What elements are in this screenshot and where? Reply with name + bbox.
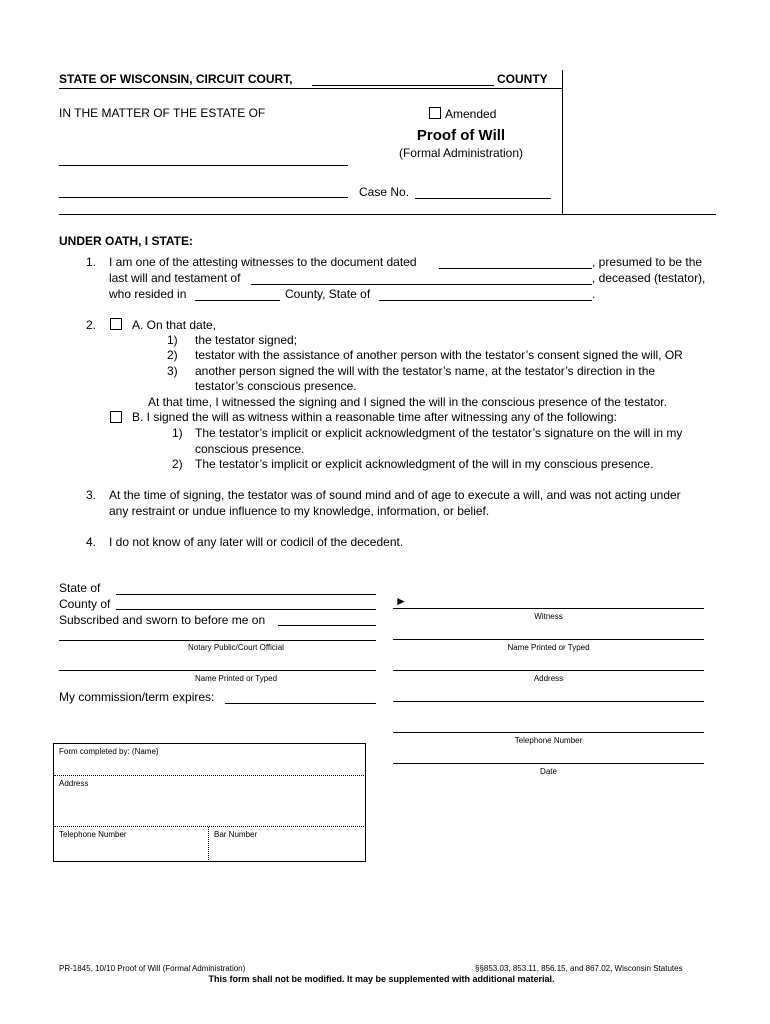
testator-name-field[interactable]: [251, 284, 592, 285]
a2-text: testator with the assistance of another person with the testator’s consent signed the will, OR: [195, 348, 683, 362]
header-bottom-rule: [59, 214, 716, 215]
item1-period: .: [592, 287, 596, 301]
notary-county-field[interactable]: [116, 609, 376, 610]
completed-by-box: [53, 743, 366, 862]
estate-name-field-1[interactable]: [59, 165, 348, 166]
item1-county-state-text: County, State of: [285, 287, 371, 301]
box-address-label: Address: [59, 779, 89, 788]
option-b-label: B. I signed the will as witness within a reasonable time after witnessing any of the following:: [132, 410, 617, 424]
option-b-checkbox[interactable]: [110, 411, 122, 423]
witness-label: Witness: [534, 612, 563, 621]
state-of-label: State of: [59, 581, 101, 595]
form-id: PR-1845, 10/10 Proof of Will (Formal Administration): [59, 964, 246, 973]
form-title: Proof of Will: [416, 127, 506, 144]
box-bar-number-label: Bar Number: [214, 830, 258, 839]
item2-number: 2.: [86, 318, 97, 332]
b2-text: The testator’s implicit or explicit acknowledgment of the will in my conscious presence.: [195, 457, 654, 471]
item1-line2-text: last will and testament of: [109, 271, 241, 285]
amended-checkbox[interactable]: [429, 107, 441, 119]
box-address-field[interactable]: [54, 826, 364, 827]
a3-number: 3): [167, 364, 178, 378]
commission-label: My commission/term expires:: [59, 690, 215, 704]
notary-name-label: Name Printed or Typed: [194, 674, 278, 683]
court-label: STATE OF WISCONSIN, CIRCUIT COURT,: [59, 72, 293, 86]
witness-name-label: Name Printed or Typed: [507, 643, 590, 652]
notary-official-label: Notary Public/Court Official: [188, 643, 284, 652]
b1-text-line1: The testator’s implicit or explicit acknowledgment of the testator’s signature on the will in my: [195, 426, 683, 440]
completed-by-label: Form completed by: (Name): [59, 747, 159, 756]
witness-name-field[interactable]: [393, 639, 704, 640]
county-field[interactable]: [312, 85, 494, 86]
county-label: COUNTY: [497, 72, 548, 86]
item1-line2-suffix: , deceased (testator),: [592, 271, 706, 285]
item3-line2: any restraint or undue influence to my knowledge, information, or belief.: [109, 504, 490, 518]
option-a-label: A. On that date,: [132, 318, 217, 332]
form-subtitle: (Formal Administration): [398, 146, 524, 160]
witness-address-field[interactable]: [393, 670, 704, 671]
header-divider: [562, 70, 563, 215]
b1-number: 1): [172, 426, 183, 440]
sworn-date-field[interactable]: [278, 625, 376, 626]
item3-line1: At the time of signing, the testator was of sound mind and of age to execute a will, and was not acting under: [109, 488, 681, 502]
completed-by-name-field[interactable]: [54, 775, 364, 776]
case-no-label: Case No.: [359, 185, 410, 199]
witness-telephone-label: Telephone Number: [514, 736, 583, 745]
modification-notice: This form shall not be modified. It may be supplemented with additional material.: [208, 974, 555, 984]
a1-number: 1): [167, 333, 178, 347]
item3-number: 3.: [86, 488, 97, 502]
a1-text: the testator signed;: [195, 333, 298, 347]
witness-date-label: Date: [540, 767, 557, 776]
box-divider: [208, 827, 209, 860]
witness-signature-field[interactable]: [393, 608, 704, 609]
document-date-field[interactable]: [439, 268, 592, 269]
option-a-statement: At that time, I witnessed the signing and I signed the will in the conscious presence of the testator.: [148, 395, 667, 409]
witness-address-label: Address: [533, 674, 564, 683]
amended-label: Amended: [445, 107, 497, 121]
item4-text: I do not know of any later will or codicil of the decedent.: [109, 535, 404, 549]
estate-label: IN THE MATTER OF THE ESTATE OF: [59, 106, 266, 120]
a3-text-line1: another person signed the will with the testator’s name, at the testator’s direction in the: [195, 364, 656, 378]
county-of-label: County of: [59, 597, 111, 611]
box-telephone-label: Telephone Number: [59, 830, 127, 839]
item1-line1-suffix: , presumed to be the: [592, 255, 703, 269]
resided-county-field[interactable]: [195, 300, 280, 301]
resided-state-field[interactable]: [379, 300, 592, 301]
notary-state-field[interactable]: [116, 594, 376, 595]
commission-expiry-field[interactable]: [225, 703, 376, 704]
a2-number: 2): [167, 348, 178, 362]
witness-date-field[interactable]: [393, 763, 704, 764]
a3-text-line2: testator’s conscious presence.: [195, 379, 357, 393]
witness-address-field-2[interactable]: [393, 701, 704, 702]
witness-telephone-field[interactable]: [393, 732, 704, 733]
notary-signature-field[interactable]: [59, 640, 376, 641]
oath-heading: UNDER OATH, I STATE:: [59, 234, 193, 248]
estate-name-field-2[interactable]: [59, 197, 348, 198]
case-no-field[interactable]: [415, 198, 551, 199]
item1-number: 1.: [86, 255, 97, 269]
b1-text-line2: conscious presence.: [195, 442, 305, 456]
b2-number: 2): [172, 457, 183, 471]
statutes-reference: §§853.03, 853.11, 856.15, and 867.02, Wisconsin Statutes: [475, 964, 683, 973]
header-rule: [59, 88, 563, 89]
item4-number: 4.: [86, 535, 97, 549]
arrow-icon: ►: [395, 594, 407, 608]
item1-line1-text: I am one of the attesting witnesses to the document dated: [109, 255, 417, 269]
item1-line3-text: who resided in: [109, 287, 187, 301]
notary-name-field[interactable]: [59, 670, 376, 671]
subscribed-label: Subscribed and sworn to before me on: [59, 613, 266, 627]
option-a-checkbox[interactable]: [110, 318, 122, 330]
